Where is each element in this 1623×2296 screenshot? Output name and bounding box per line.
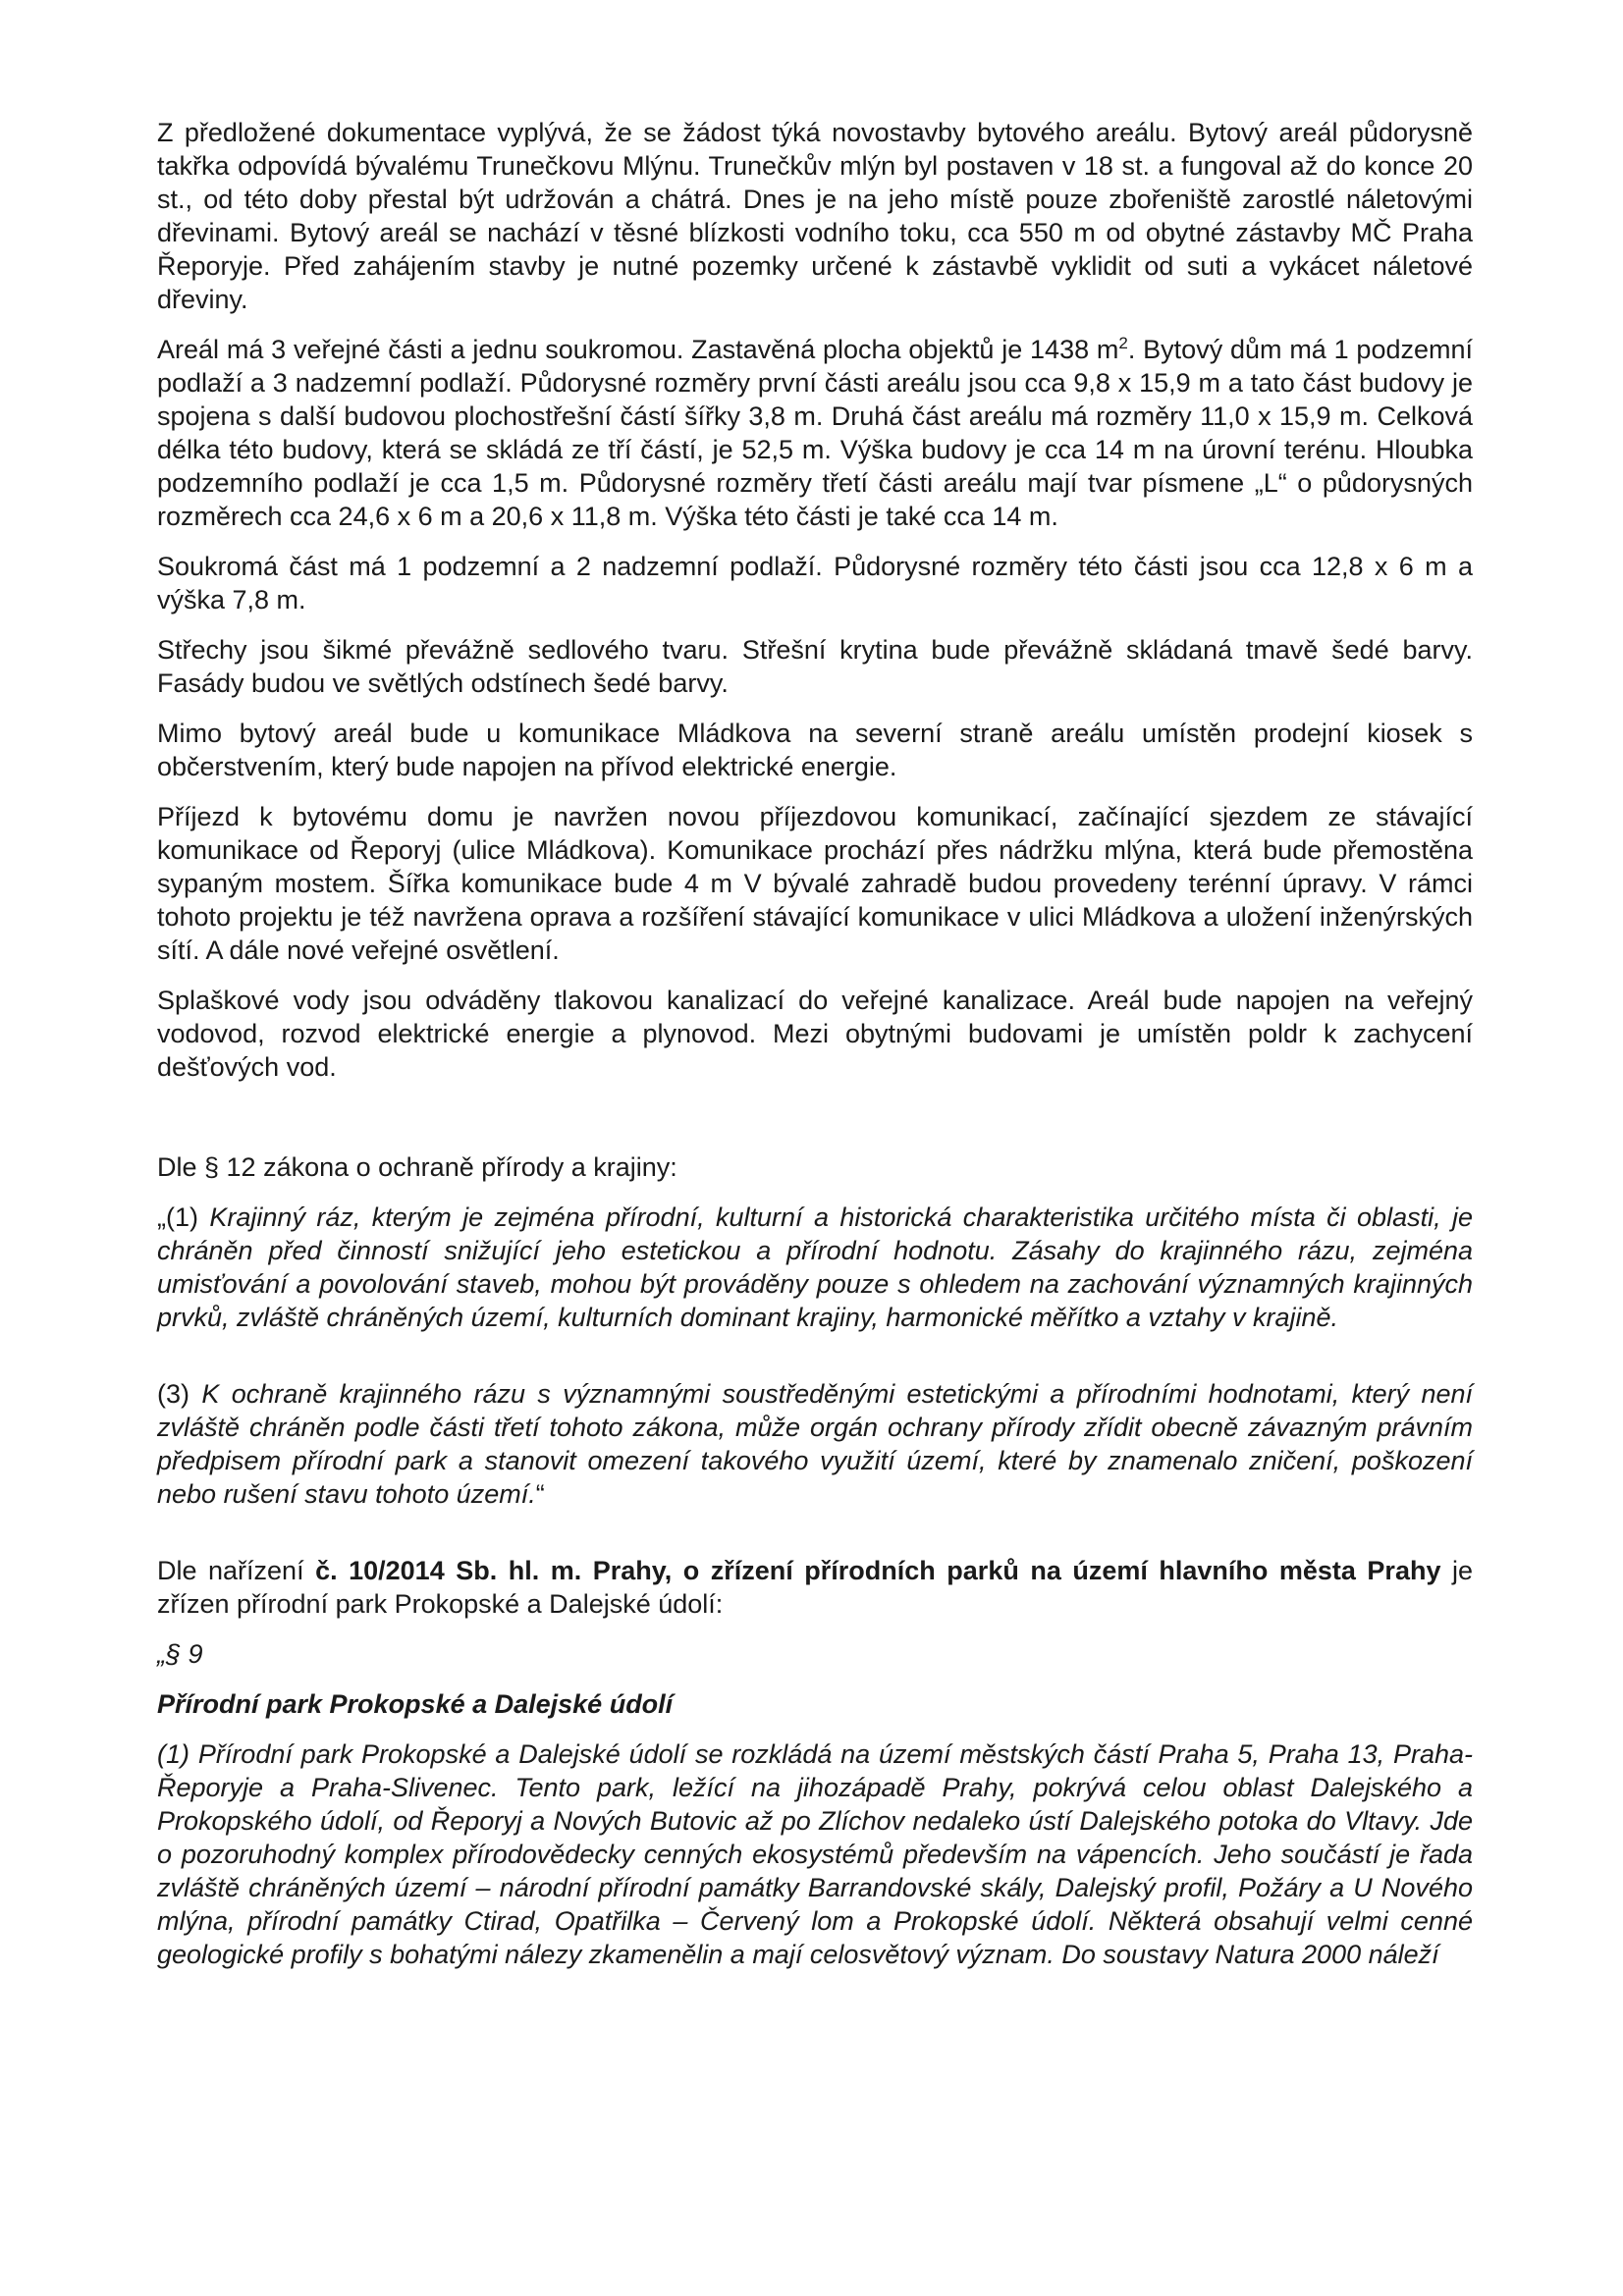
area-text-end: . Bytový dům má 1 podzemní podlaží a 3 nadzemní podlaží. Půdorysné rozměry první části areálu jsou cca 9,8 x 15,9 m a tato část budovy je spojena s další budovou plochostřešní částí šířky 3,8 m. Druhá část areálu má rozměry 11,0 x 15,9 m. Celková délka této budovy, která se skládá ze tří částí, je 52,5 m. Výška budovy je cca 14 m na úrovní terénu. Hloubka podzemního podlaží je cca 1,5 m. Půdorysné rozměry třetí části areálu mají tvar písmene „L“ o půdorysných rozměrech cca 24,6 x 6 m a 20,6 x 11,8 m. Výška této části je také cca 14 m. — [157, 335, 1474, 531]
regulation-intro-suffix: je zřízen přírodní park Prokopské a Dalejské údolí: — [157, 1556, 1473, 1619]
paragraph-area-dimensions — [157, 333, 1473, 533]
quote-3-suffix: “ — [535, 1479, 545, 1509]
regulation-section-number: „§ 9 — [157, 1639, 203, 1669]
document-page — [157, 116, 1473, 1971]
law-12-quote-3 — [157, 1377, 1473, 1511]
quote-3-prefix: (3) — [157, 1379, 202, 1409]
paragraph-kiosk: Mimo bytový areál bude u komunikace Mládkova na severní straně areálu umístěn prodejní kiosek s občerstvením, který bude napojen na přívod elektrické energie. — [157, 719, 1473, 781]
paragraph-roofs: Střechy jsou šikmé převážně sedlového tvaru. Střešní krytina bude převážně skládaná tmavě šedé barvy. Fasády budou ve světlých odstínech šedé barvy. — [157, 635, 1473, 698]
law-12-quote-1 — [157, 1201, 1473, 1334]
paragraph-sewage: Splaškové vody jsou odváděny tlakovou kanalizací do veřejné kanalizace. Areál bude napojen na veřejný vodovod, rozvod elektrické energie a plynovod. Mezi obytnými budovami je umístěn poldr k zachycení dešťových vod. — [157, 986, 1473, 1082]
regulation-paragraph-1: (1) Přírodní park Prokopské a Dalejské údolí se rozkládá na území městských částí Praha 5, Praha 13, Praha-Řeporyje a Praha-Slivenec. Tento park, ležící na jihozápadě Prahy, pokrývá celou oblast Dalejského a Prokopského údolí, od Řeporyj a Nových Butovic až po Zlíchov nedaleko ústí Dalejského potoka do Vltavy. Jde o pozoruhodný komplex přírodovědecky cenných ekosystémů především na vápencích. Jeho součástí je řada zvláště chráněných území – národní přírodní památky Barrandovské skály, Dalejský profil, Požáry a U Nového mlýna, přírodní památky Ctirad, Opatřilka – Červený lom a Prokopské údolí. Některá obsahují velmi cenné geologické profily s bohatými nálezy zkamenělin a mají celosvětový význam. Do soustavy Natura 2000 náleží — [157, 1739, 1473, 1969]
square-meter-superscript: 2 — [1118, 334, 1128, 352]
regulation-intro-prefix: Dle nařízení — [157, 1556, 316, 1585]
quote-1-prefix: „(1) — [157, 1202, 210, 1232]
law-12-intro: Dle § 12 zákona o ochraně přírody a krajiny: — [157, 1152, 677, 1182]
regulation-title: č. 10/2014 Sb. hl. m. Prahy, o zřízení přírodních parků na území hlavního města Prahy — [315, 1556, 1441, 1585]
quote-1-text: Krajinný ráz, kterým je zejména přírodní, kulturní a historická charakteristika určitého místa či oblasti, je chráněn před činností snižující jeho estetickou a přírodní hodnotu. Zásahy do krajinného rázu, zejména umisťování a povolování staveb, mohou být prováděny pouze s ohledem na zachování významných krajinných prvků, zvláště chráněných území, kulturních dominant krajiny, harmonické měřítko a vztahy v krajině. — [157, 1202, 1474, 1332]
regulation-intro — [157, 1554, 1473, 1621]
regulation-heading: Přírodní park Prokopské a Dalejské údolí — [157, 1689, 674, 1719]
area-text-start: Areál má 3 veřejné části a jednu soukromou. Zastavěná plocha objektů je 1438 m — [157, 335, 1119, 364]
quote-3-text: K ochraně krajinného rázu s významnými soustředěnými estetickými a přírodními hodnotami, který není zvláště chráněn podle části třetí tohoto zákona, může orgán ochrany přírody zřídit obecně závazným právním předpisem přírodní park a stanovit omezení takového využití území, které by znamenalo zničení, poškození nebo rušení stavu tohoto území. — [157, 1379, 1473, 1509]
paragraph-private-part: Soukromá část má 1 podzemní a 2 nadzemní podlaží. Půdorysné rozměry této části jsou cca 12,8 x 6 m a výška 7,8 m. — [157, 552, 1473, 614]
paragraph-access-road: Příjezd k bytovému domu je navržen novou příjezdovou komunikací, začínající sjezdem ze stávající komunikace od Řeporyj (ulice Mládkova). Komunikace prochází přes nádržku mlýna, která bude přemostěna sypaným mostem. Šířka komunikace bude 4 m V bývalé zahradě budou provedeny terénní úpravy. V rámci tohoto projektu je též navržena oprava a rozšíření stávající komunikace v ulici Mládkova a uložení inženýrských sítí. A dále nové veřejné osvětlení. — [157, 802, 1473, 965]
paragraph-project-intro: Z předložené dokumentace vyplývá, že se žádost týká novostavby bytového areálu. Bytový areál půdorysně takřka odpovídá bývalému Trunečkovu Mlýnu. Trunečkův mlýn byl postaven v 18 st. a fungoval až do konce 20 st., od této doby přestal být udržován a chátrá. Dnes je na jeho místě pouze zbořeniště zarostlé náletovými dřevinami. Bytový areál se nachází v těsné blízkosti vodního toku, cca 550 m od obytné zástavby MČ Praha Řeporyje. Před zahájením stavby je nutné pozemky určené k zástavbě vyklidit od suti a vykácet náletové dřeviny. — [157, 118, 1473, 314]
